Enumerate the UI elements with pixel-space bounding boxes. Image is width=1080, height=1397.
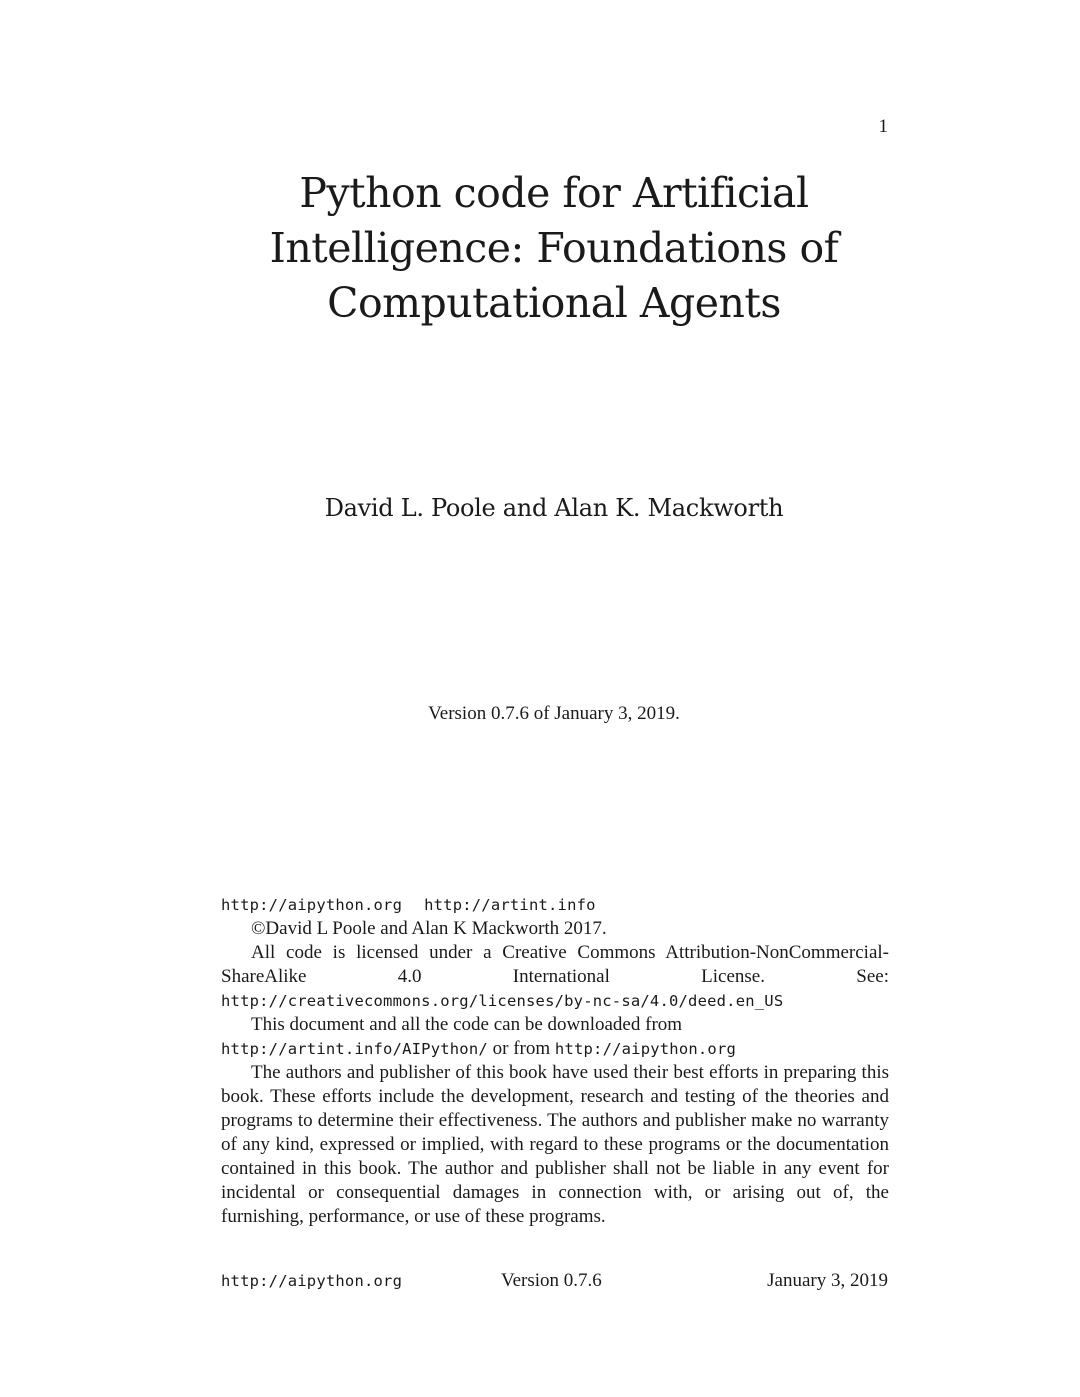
- disclaimer-paragraph: The authors and publisher of this book have used their best efforts in preparing this book. These efforts include the development, research and testing of the theories and programs to determine their effectiveness. The authors and publisher make no warranty of any kind, expressed or implied, with regard to these programs or the documentation contained in this book. The author and publisher shall not be liable in any event for incidental or consequential damages in connection with, or arising out of, the furnishing, performance, or use of these programs.: [221, 1062, 889, 1227]
- artint-link[interactable]: http://artint.info: [424, 896, 596, 914]
- document-title: [220, 166, 888, 331]
- front-matter: [221, 893, 889, 1229]
- aipython-download-link[interactable]: http://aipython.org: [554, 1040, 737, 1058]
- page-number: 1: [878, 116, 888, 137]
- footer-date: January 3, 2019: [767, 1270, 888, 1291]
- download-or-text: or from: [487, 1038, 555, 1059]
- title-line: Computational Agents: [327, 279, 781, 327]
- copyright-notice: ©David L Poole and Alan K Mackworth 2017.: [251, 918, 607, 939]
- license-text: All code is licensed under a Creative Commons Attribution-NonCommercial-ShareAlike 4.0 International License. See:: [221, 942, 889, 987]
- license-paragraph: [221, 941, 889, 1013]
- website-urls: [221, 893, 889, 917]
- license-link[interactable]: http://creativecommons.org/licenses/by-nc-sa/4.0/deed.en_US: [221, 992, 784, 1010]
- download-intro: This document and all the code can be downloaded from: [251, 1014, 683, 1035]
- footer-version: Version 0.7.6: [501, 1270, 602, 1291]
- download-links: [221, 1037, 889, 1061]
- authors: David L. Poole and Alan K. Mackworth: [324, 494, 784, 522]
- aipython-link[interactable]: http://aipython.org: [221, 896, 403, 914]
- title-line: Intelligence: Foundations of: [269, 224, 839, 272]
- title-line: Python code for Artificial: [299, 169, 809, 217]
- page-footer: [221, 1270, 888, 1294]
- artint-aipython-link[interactable]: http://artint.info/AIPython/: [221, 1040, 488, 1058]
- footer-url[interactable]: http://aipython.org: [221, 1272, 403, 1290]
- version-line: Version 0.7.6 of January 3, 2019.: [428, 703, 680, 724]
